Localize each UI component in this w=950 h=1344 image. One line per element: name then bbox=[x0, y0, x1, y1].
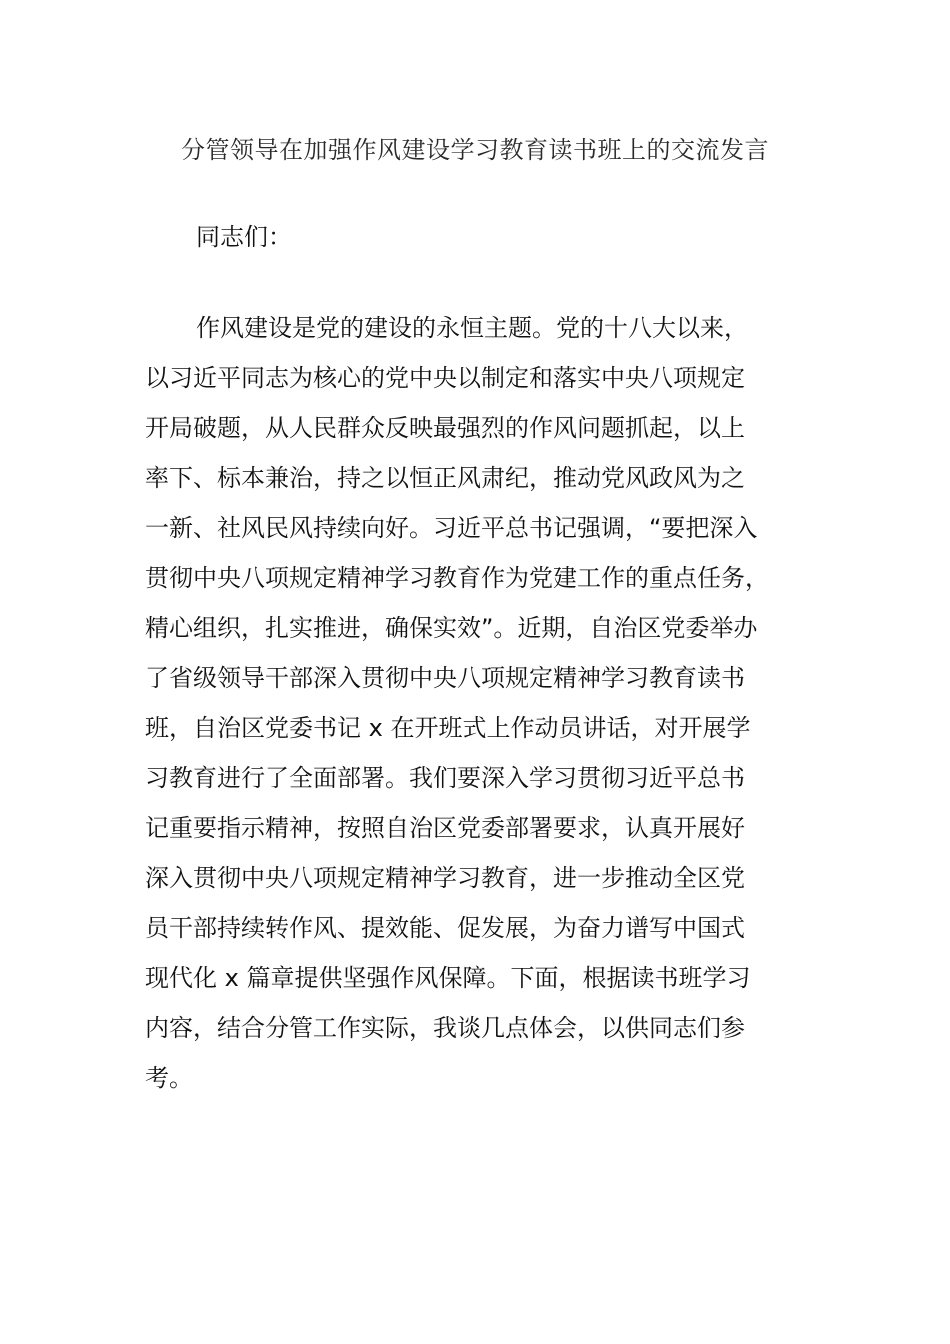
paragraph-line: 一新、社风民风持续向好。习近平总书记强调，“要把深入 bbox=[145, 514, 758, 542]
document-title: 分管领导在加强作风建设学习教育读书班上的交流发言 bbox=[181, 136, 769, 164]
paragraph-line: 率下、标本兼治，持之以恒正风肃纪，推动党风政风为之 bbox=[145, 464, 745, 492]
paragraph-line: 了省级领导干部深入贯彻中央八项规定精神学习教育读书 bbox=[145, 664, 745, 692]
paragraph-line: 以习近平同志为核心的党中央以制定和落实中央八项规定 bbox=[145, 364, 745, 392]
paragraph-line: 习教育进行了全面部署。我们要深入学习贯彻习近平总书 bbox=[145, 764, 745, 792]
paragraph-line: 深入贯彻中央八项规定精神学习教育，进一步推动全区党 bbox=[145, 864, 745, 892]
paragraph-line: 考。 bbox=[145, 1064, 193, 1092]
paragraph-line: 现代化 x 篇章提供坚强作风保障。下面，根据读书班学习 bbox=[145, 964, 751, 992]
paragraph-line: 员干部持续转作风、提效能、促发展，为奋力谱写中国式 bbox=[145, 914, 745, 942]
paragraph-line: 内容，结合分管工作实际，我谈几点体会，以供同志们参 bbox=[145, 1014, 745, 1042]
paragraph-line: 开局破题，从人民群众反映最强烈的作风问题抓起，以上 bbox=[145, 414, 745, 442]
paragraph-line: 记重要指示精神，按照自治区党委部署要求，认真开展好 bbox=[145, 814, 745, 842]
paragraph-line: 作风建设是党的建设的永恒主题。党的十八大以来， bbox=[196, 314, 748, 342]
paragraph-line: 班，自治区党委书记 x 在开班式上作动员讲话，对开展学 bbox=[145, 714, 751, 742]
paragraph-line: 贯彻中央八项规定精神学习教育作为党建工作的重点任务， bbox=[145, 564, 769, 592]
body-paragraph bbox=[145, 303, 805, 1103]
salutation: 同志们： bbox=[196, 223, 292, 251]
paragraph-line: 精心组织，扎实推进，确保实效”。近期，自治区党委举办 bbox=[145, 614, 758, 642]
